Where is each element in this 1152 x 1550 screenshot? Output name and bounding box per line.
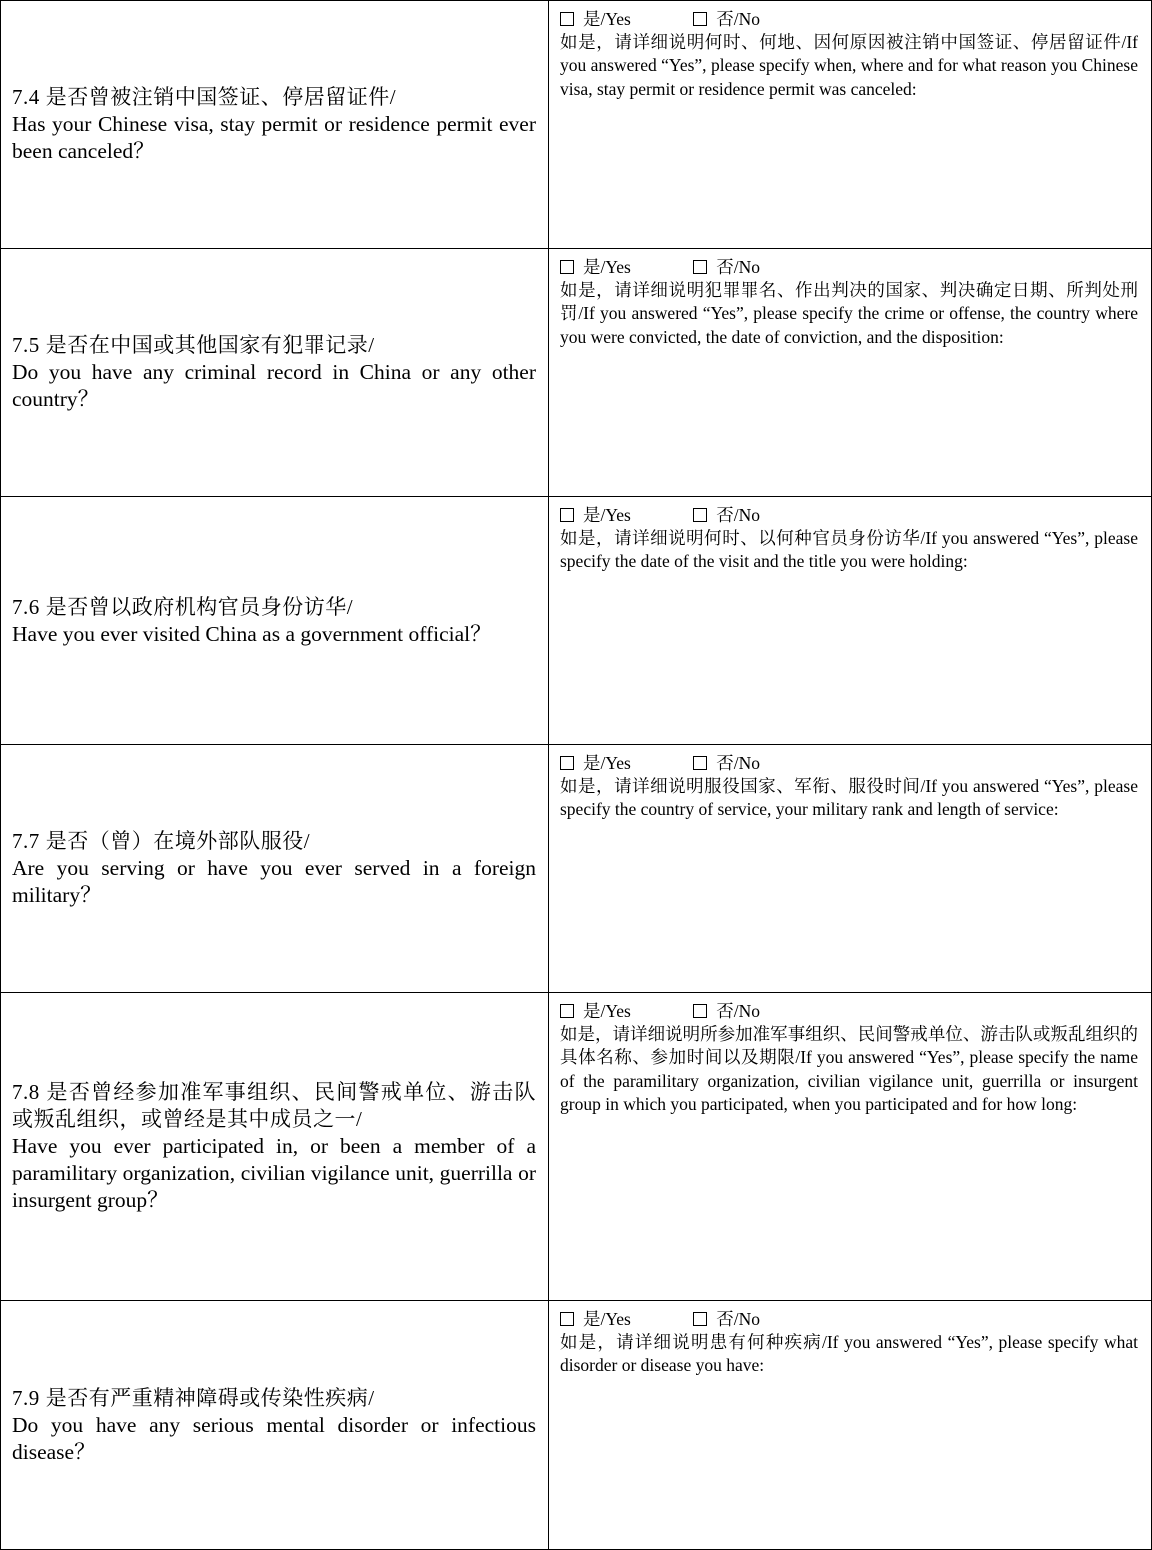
table-row: [1, 1, 1152, 249]
no-checkbox[interactable]: [693, 1004, 707, 1018]
detail-instructions: 如是，请详细说明患有何种疾病/If you answered “Yes”, please specify what disorder or disease you have:: [560, 1332, 1138, 1376]
question-number: 7.4: [12, 85, 40, 109]
yes-no-options: [560, 8, 1138, 30]
question-zh: 7.5 是否在中国或其他国家有犯罪记录/: [12, 333, 375, 357]
no-option[interactable]: 否/No: [693, 8, 760, 30]
detail-instructions: 如是，请详细说明所参加准军事组织、民间警戒单位、游击队或叛乱组织的具体名称、参加时间以及期限/If you answered “Yes”, please specify the name of the paramilitary organization, civilian vigilance unit, guerrilla or insurgent group in which you participated, when you participated and for how long:: [560, 1024, 1138, 1114]
no-option[interactable]: 否/No: [693, 256, 760, 278]
no-option[interactable]: 否/No: [693, 1000, 760, 1022]
answer-cell[interactable]: [549, 497, 1152, 745]
yes-checkbox[interactable]: [560, 260, 574, 274]
question-number: 7.5: [12, 333, 40, 357]
answer-cell[interactable]: [549, 1, 1152, 249]
yes-option[interactable]: 是/Yes: [560, 1308, 631, 1330]
answer-cell[interactable]: [549, 745, 1152, 993]
yes-checkbox[interactable]: [560, 1312, 574, 1326]
table-row: [1, 1301, 1152, 1550]
yes-checkbox[interactable]: [560, 508, 574, 522]
question-number: 7.9: [12, 1385, 40, 1410]
question-cell: [1, 1, 549, 249]
yes-checkbox[interactable]: [560, 12, 574, 26]
yes-option[interactable]: 是/Yes: [560, 752, 631, 774]
question-cell: [1, 497, 549, 745]
answer-cell[interactable]: [549, 993, 1152, 1301]
question-en: Do you have any criminal record in China or any other country？: [12, 360, 536, 411]
no-checkbox[interactable]: [693, 12, 707, 26]
detail-instructions: 如是，请详细说明何时、何地、因何原因被注销中国签证、停居留证件/If you answered “Yes”, please specify when, where and for what reason you Chinese visa, stay permit or residence permit was canceled:: [560, 32, 1138, 99]
no-checkbox[interactable]: [693, 756, 707, 770]
yes-option[interactable]: 是/Yes: [560, 256, 631, 278]
detail-instructions: 如是，请详细说明犯罪罪名、作出判决的国家、判决确定日期、所判处刑罚/If you answered “Yes”, please specify the crime or offense, the country where you were convicted, the date of conviction, and the disposition:: [560, 280, 1138, 347]
question-zh: 7.8 是否曾经参加准军事组织、民间警戒单位、游击队或叛乱组织，或曾经是其中成员之一/: [12, 1080, 536, 1131]
no-option[interactable]: 否/No: [693, 1308, 760, 1330]
question-zh: 7.7 是否（曾）在境外部队服役/: [12, 829, 311, 853]
yes-no-options: [560, 752, 1138, 774]
table-row: [1, 993, 1152, 1301]
no-option[interactable]: 否/No: [693, 504, 760, 526]
yes-option[interactable]: 是/Yes: [560, 1000, 631, 1022]
question-number: 7.8: [12, 1080, 40, 1104]
question-zh: 7.6 是否曾以政府机构官员身份访华/: [12, 594, 354, 619]
yes-option[interactable]: 是/Yes: [560, 8, 631, 30]
answer-cell[interactable]: [549, 1301, 1152, 1550]
question-zh: 7.4 是否曾被注销中国签证、停居留证件/: [12, 85, 397, 109]
question-en: Are you serving or have you ever served in a foreign military？: [12, 856, 536, 907]
no-checkbox[interactable]: [693, 260, 707, 274]
question-en: Have you ever participated in, or been a member of a paramilitary organization, civilian vigilance unit, guerrilla or insurgent group？: [12, 1134, 536, 1212]
yes-no-options: [560, 1000, 1138, 1022]
no-checkbox[interactable]: [693, 508, 707, 522]
question-cell: [1, 249, 549, 497]
yes-checkbox[interactable]: [560, 1004, 574, 1018]
table-row: [1, 497, 1152, 745]
question-cell: [1, 993, 549, 1301]
question-cell: [1, 1301, 549, 1550]
table-row: [1, 745, 1152, 993]
detail-instructions: 如是，请详细说明何时、以何种官员身份访华/If you answered “Yes”, please specify the date of the visit and the title you were holding:: [560, 528, 1138, 572]
yes-option[interactable]: 是/Yes: [560, 504, 631, 526]
yes-checkbox[interactable]: [560, 756, 574, 770]
question-cell: [1, 745, 549, 993]
question-en: Has your Chinese visa, stay permit or residence permit ever been canceled？: [12, 112, 536, 163]
no-checkbox[interactable]: [693, 1312, 707, 1326]
answer-cell[interactable]: [549, 249, 1152, 497]
detail-instructions: 如是，请详细说明服役国家、军衔、服役时间/If you answered “Yes”, please specify the country of service, your military rank and length of service:: [560, 776, 1138, 820]
yes-no-options: [560, 1308, 1138, 1330]
yes-no-options: [560, 256, 1138, 278]
question-en: Do you have any serious mental disorder or infectious disease？: [12, 1412, 536, 1464]
table-row: [1, 249, 1152, 497]
yes-no-options: [560, 504, 1138, 526]
question-number: 7.6: [12, 594, 40, 619]
no-option[interactable]: 否/No: [693, 752, 760, 774]
question-zh: 7.9 是否有严重精神障碍或传染性疾病/: [12, 1385, 375, 1410]
question-en: Have you ever visited China as a government official？: [12, 621, 492, 646]
question-number: 7.7: [12, 829, 40, 853]
